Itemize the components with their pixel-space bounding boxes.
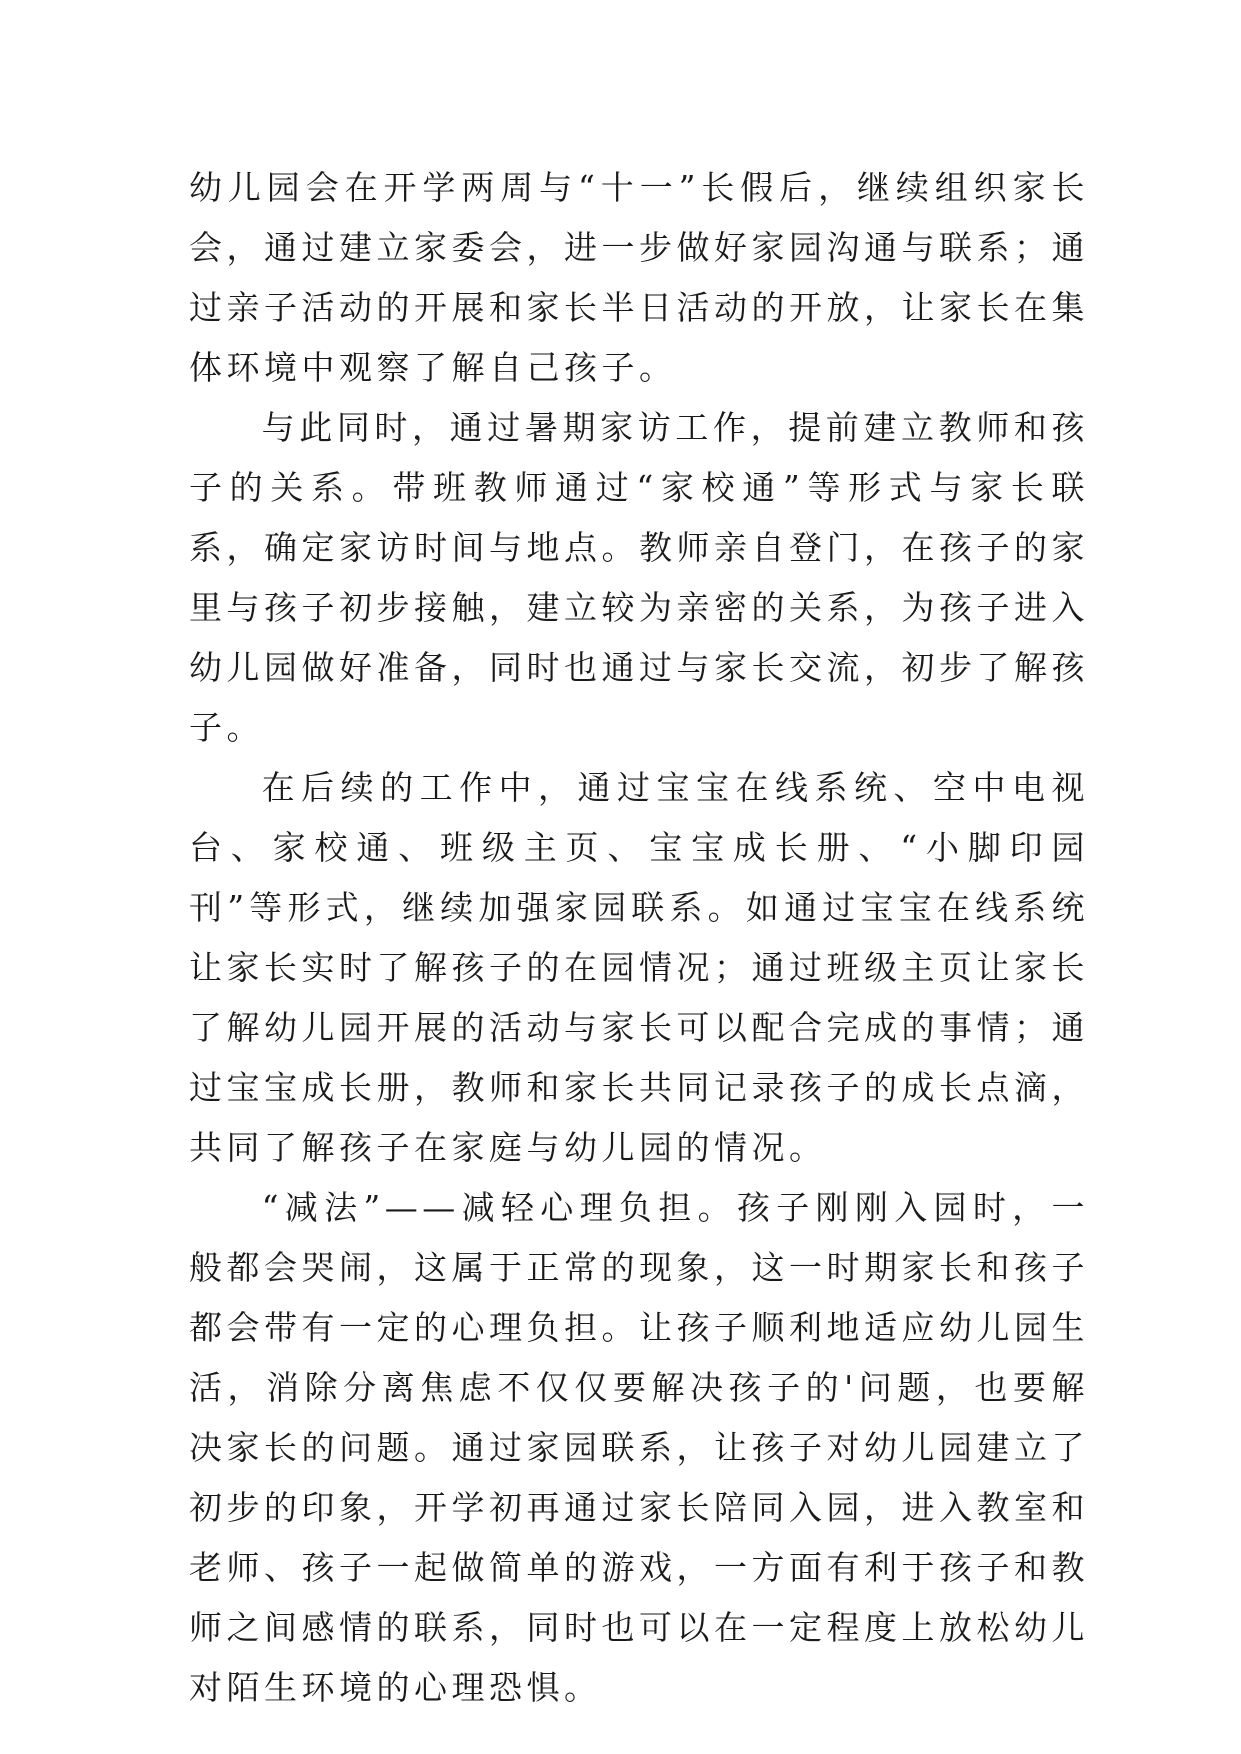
paragraph-home-visit: 与此同时，通过暑期家访工作，提前建立教师和孩子的关系。带班教师通过“家校通”等形式与家长联系，确定家访时间与地点。教师亲自登门，在孩子的家里与孩子初步接触，建立较为亲密的关系，为孩子进入幼儿园做好准备，同时也通过与家长交流，初步了解孩子。 — [189, 408, 1089, 747]
paragraph-reduce-burden: “减法”——减轻心理负担。孩子刚刚入园时，一般都会哭闹，这属于正常的现象，这一时期家长和孩子都会带有一定的心理负担。让孩子顺利地适应幼儿园生活，消除分离焦虑不仅仅要解决孩子的'问题，也要解决家长的问题。通过家园联系，让孩子对幼儿园建立了初步的印象，开学初再通过家长陪同入园，进入教室和老师、孩子一起做简单的游戏，一方面有利于孩子和教师之间感情的联系，同时也可以在一定程度上放松幼儿对陌生环境的心理恐惧。 — [189, 1188, 1089, 1707]
paragraph-continuation: 幼儿园会在开学两周与“十一”长假后，继续组织家长会，通过建立家委会，进一步做好家园沟通与联系；通过亲子活动的开展和家长半日活动的开放，让家长在集体环境中观察了解自己孩子。 — [189, 168, 1089, 387]
paragraph-home-school-contact: 在后续的工作中，通过宝宝在线系统、空中电视台、家校通、班级主页、宝宝成长册、“小脚印园刊”等形式，继续加强家园联系。如通过宝宝在线系统让家长实时了解孩子的在园情况；通过班级主页让家长了解幼儿园开展的活动与家长可以配合完成的事情；通过宝宝成长册，教师和家长共同记录孩子的成长点滴，共同了解孩子在家庭与幼儿园的情况。 — [189, 768, 1089, 1167]
document-body — [189, 158, 1089, 1718]
